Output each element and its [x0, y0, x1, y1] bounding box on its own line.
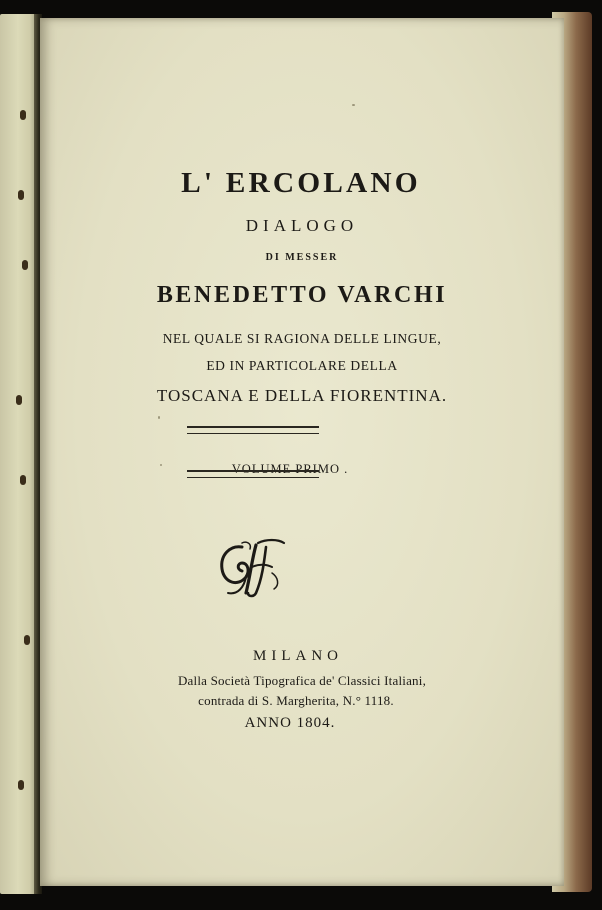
title-page	[40, 18, 564, 886]
author-name: BENEDETTO VARCHI	[156, 282, 448, 308]
printer-monogram-icon	[212, 533, 292, 603]
description-line-1: NEL QUALE SI RAGIONA DELLE LINGUE,	[162, 331, 442, 346]
publisher-line-2: contrada di S. Margherita, N.° 1118.	[198, 693, 394, 708]
binding-hole	[18, 190, 24, 200]
binding-hole	[24, 635, 30, 645]
book-subtitle: DIALOGO	[245, 216, 359, 235]
binding-hole	[16, 395, 22, 405]
book-title: L' ERCOLANO	[181, 168, 421, 199]
imprint-place: MILANO	[253, 648, 343, 664]
by-line: DI MESSER	[265, 252, 339, 263]
paper-speck	[158, 416, 160, 419]
binding-hole	[20, 475, 26, 485]
binding-hole	[18, 780, 24, 790]
double-rule-bottom	[187, 470, 319, 478]
paper-speck	[352, 104, 355, 106]
volume-label: VOLUME PRIMO .	[231, 462, 349, 476]
description-line-2: ED IN PARTICOLARE DELLA	[206, 358, 398, 373]
binding-hole	[22, 260, 28, 270]
imprint-year: ANNO 1804.	[244, 715, 336, 731]
description-line-3: TOSCANA E DELLA FIORENTINA.	[156, 386, 448, 405]
publisher-line-1: Dalla Società Tipografica de' Classici Italiani,	[177, 673, 427, 688]
double-rule-top	[187, 426, 319, 434]
binding-hole	[20, 110, 26, 120]
